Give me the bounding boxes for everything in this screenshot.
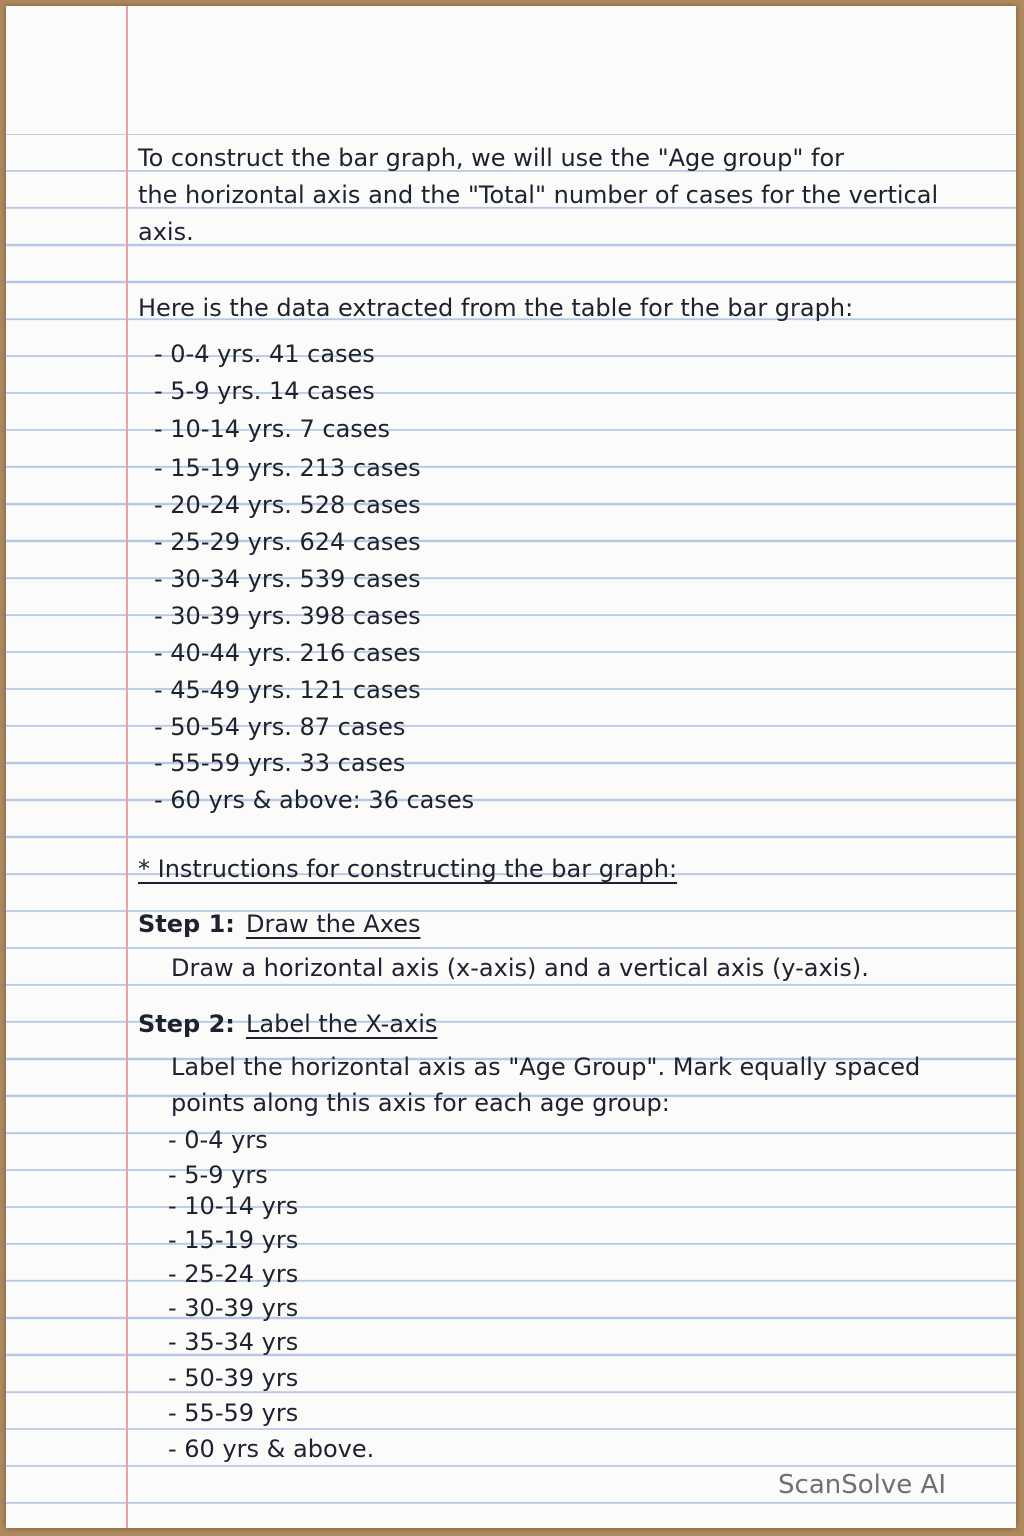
intro-line-2: the horizontal axis and the "Total" number of cases for the vertical (138, 181, 939, 209)
axis-item: - 10-14 yrs (168, 1192, 299, 1220)
data-item: - 0-4 yrs. 41 cases (154, 340, 375, 368)
data-item: - 15-19 yrs. 213 cases (154, 454, 421, 482)
data-item: - 5-9 yrs. 14 cases (154, 377, 375, 405)
step2-text-line-2: points along this axis for each age group: (171, 1089, 670, 1117)
intro-line-3: axis. (138, 218, 194, 246)
axis-item: - 0-4 yrs (168, 1126, 268, 1154)
intro-line-1: To construct the bar graph, we will use the "Age group" for (138, 144, 845, 172)
data-item: - 10-14 yrs. 7 cases (154, 415, 391, 443)
step2-label: Step 2: (138, 1010, 235, 1038)
data-item: - 20-24 yrs. 528 cases (154, 491, 421, 519)
step1-title: Draw the Axes (246, 910, 421, 938)
data-item: - 50-54 yrs. 87 cases (154, 713, 406, 741)
axis-item: - 50-39 yrs (168, 1364, 299, 1392)
data-item: - 60 yrs & above: 36 cases (154, 786, 475, 814)
data-item: - 30-34 yrs. 539 cases (154, 565, 421, 593)
step1-label: Step 1: (138, 910, 235, 938)
data-item: - 55-59 yrs. 33 cases (154, 749, 406, 777)
axis-item: - 5-9 yrs (168, 1161, 268, 1189)
step2-text-line-1: Label the horizontal axis as "Age Group". Mark equally spaced (171, 1053, 921, 1081)
axis-item: - 60 yrs & above. (168, 1435, 375, 1463)
watermark: ScanSolve AI (778, 1470, 946, 1500)
axis-item: - 30-39 yrs (168, 1294, 299, 1322)
axis-item: - 15-19 yrs (168, 1226, 299, 1254)
axis-item: - 25-24 yrs (168, 1260, 299, 1288)
data-item: - 40-44 yrs. 216 cases (154, 639, 421, 667)
data-item: - 45-49 yrs. 121 cases (154, 676, 421, 704)
data-heading: Here is the data extracted from the table for the bar graph: (138, 294, 854, 322)
step1-text: Draw a horizontal axis (x-axis) and a vertical axis (y-axis). (171, 954, 869, 982)
notebook-page (6, 6, 1016, 1528)
data-item: - 30-39 yrs. 398 cases (154, 602, 421, 630)
data-item: - 25-29 yrs. 624 cases (154, 528, 421, 556)
margin-line (126, 6, 128, 1528)
axis-item: - 35-34 yrs (168, 1328, 299, 1356)
axis-item: - 55-59 yrs (168, 1399, 299, 1427)
instructions-heading: * Instructions for constructing the bar graph: (138, 855, 678, 883)
step2-title: Label the X-axis (246, 1010, 438, 1038)
